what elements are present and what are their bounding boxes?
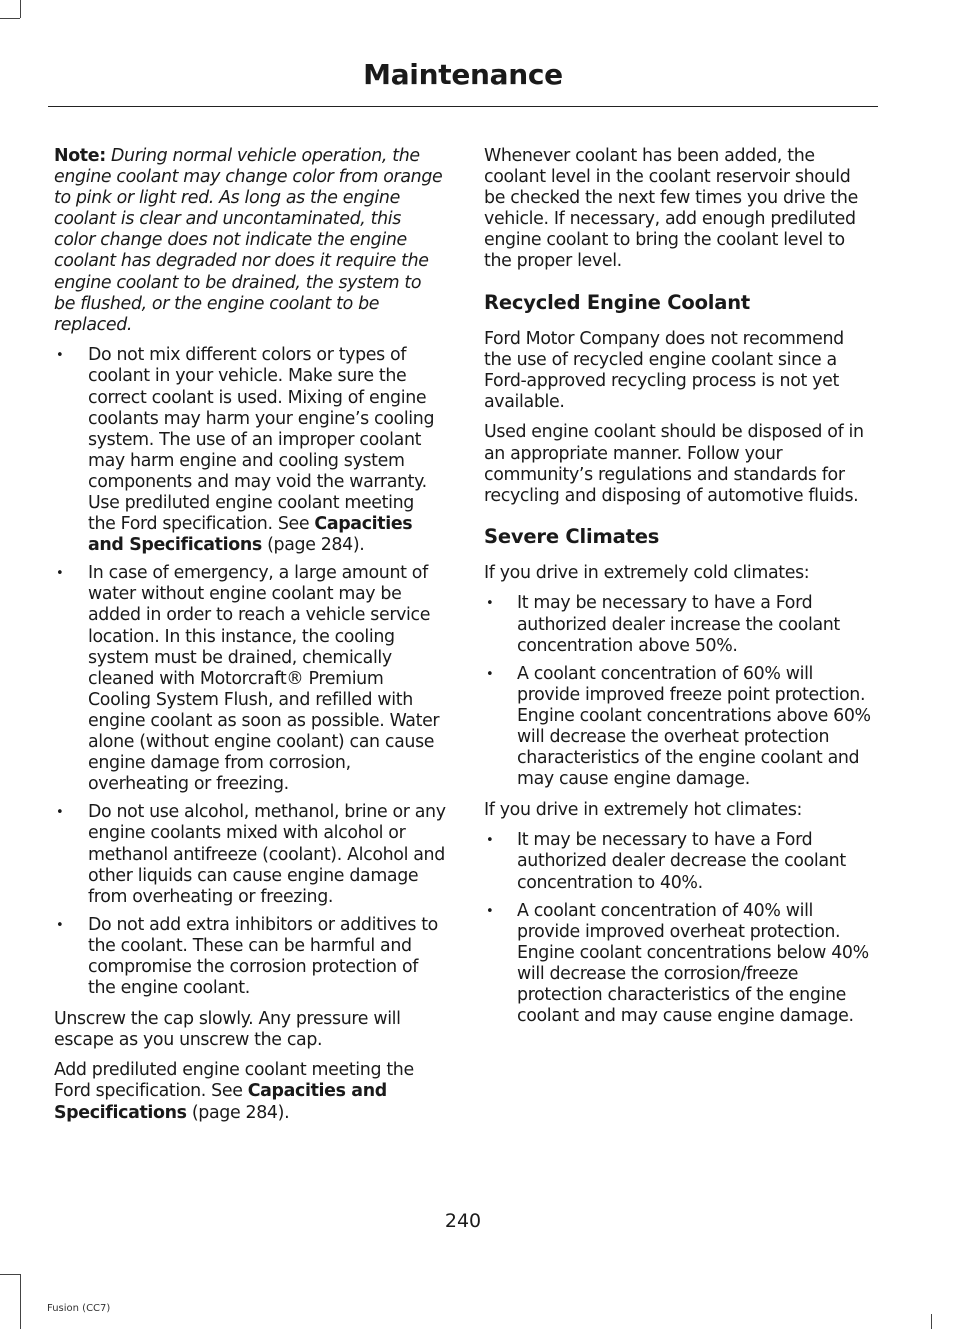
paragraph-text: Add prediluted engine coolant meeting the Ford specification. See bbox=[54, 1060, 414, 1102]
whenever-paragraph: Whenever coolant has been added, the coolant level in the coolant reservoir should be checked the next few times you drive the vehicle. If necessary, add enough prediluted engine coolant to bring the coolant level to the proper level. bbox=[484, 146, 858, 272]
list-item bbox=[54, 802, 446, 907]
hot-climates-list bbox=[484, 830, 876, 1027]
list-item bbox=[54, 345, 446, 556]
list-item: • It may be necessary to have a Ford authorized dealer increase the coolant concentration above 50%. bbox=[484, 593, 876, 656]
crop-mark bbox=[0, 1274, 20, 1275]
list-item-text: Do not mix different colors or types of coolant in your vehicle. Make sure the correct coolant is used. Mixing of engine coolants may harm your engine’s cooling system. The use of an improper coolant may harm engine and cooling system components and may void the warranty. Use prediluted engine coolant meeting the Ford specification. See bbox=[88, 345, 435, 535]
crop-mark bbox=[20, 1274, 21, 1329]
page-reference: (page 284). bbox=[261, 535, 365, 556]
title-divider bbox=[48, 106, 878, 107]
right-column bbox=[484, 146, 876, 1037]
list-item-text: Do not use alcohol, methanol, brine or any engine coolants mixed with alcohol or methanol antifreeze (coolant). Alcohol and other liquids can cause engine damage from overheating or freezing. bbox=[88, 802, 446, 907]
list-item bbox=[54, 563, 446, 795]
note-label: Note: bbox=[54, 146, 106, 166]
list-item bbox=[54, 915, 446, 999]
page-reference: (page 284). bbox=[186, 1102, 290, 1123]
list-item: • A coolant concentration of 60% will provide improved freeze point protection. Engine coolant concentrations above 60% will decrease the overheat protection characteristics of the engine coolant and may cause engine damage. bbox=[484, 664, 876, 791]
crop-mark bbox=[0, 18, 20, 19]
footer-label: Fusion (CC7) bbox=[47, 1303, 111, 1314]
coolant-warnings-list bbox=[54, 345, 446, 999]
add-coolant-paragraph bbox=[54, 1060, 446, 1123]
page-number: 240 bbox=[444, 1210, 482, 1232]
list-item: • It may be necessary to have a Ford authorized dealer decrease the coolant concentration to 40%. bbox=[484, 830, 876, 893]
page-title: Maintenance bbox=[363, 58, 563, 91]
capacities-link[interactable]: Capacities and Specifications bbox=[88, 514, 413, 556]
note-text: During normal vehicle operation, the engine coolant may change color from orange to pink or light red. As long as the engine coolant is clear and uncontaminated, this color change does not indicate the engine coolant has degraded nor does it require the engine coolant to be drained, the system to be flushed, or the engine coolant to be replaced. bbox=[54, 146, 443, 335]
recycled-heading: Recycled Engine Coolant bbox=[484, 290, 751, 314]
cold-climates-paragraph: If you drive in extremely cold climates: bbox=[484, 562, 810, 583]
used-coolant-paragraph: Used engine coolant should be disposed of in an appropriate manner. Follow your community’s regulations and standards for recycling and disposing of automotive fluids. bbox=[484, 422, 864, 506]
crop-mark bbox=[931, 1314, 932, 1329]
unscrew-paragraph: Unscrew the cap slowly. Any pressure will escape as you unscrew the cap. bbox=[54, 1008, 401, 1050]
note-paragraph bbox=[54, 146, 446, 336]
ford-paragraph: Ford Motor Company does not recommend the use of recycled engine coolant since a Ford-approved recycling process is not yet available. bbox=[484, 328, 844, 412]
list-item: • A coolant concentration of 40% will provide improved overheat protection. Engine coolant concentrations below 40% will decrease the corrosion/freeze protection characteristics of the engine coolant and may cause engine damage. bbox=[484, 901, 876, 1028]
left-column bbox=[54, 146, 446, 1133]
crop-mark bbox=[20, 0, 21, 18]
severe-climates-heading: Severe Climates bbox=[484, 524, 660, 548]
list-item-text: Do not add extra inhibitors or additives to the coolant. These can be harmful and compromise the corrosion protection of the engine coolant. bbox=[88, 914, 438, 999]
hot-climates-paragraph: If you drive in extremely hot climates: bbox=[484, 799, 803, 820]
cold-climates-list bbox=[484, 593, 876, 790]
list-item-text: In case of emergency, a large amount of water without engine coolant may be added in order to reach a vehicle service location. In this instance, the cooling system must be drained, chemically cleaned with Motorcraft® Premium Cooling System Flush, and refilled with engine coolant as soon as possible. Water alone (without engine coolant) can cause engine damage from corrosion, overheating or freezing. bbox=[88, 563, 440, 795]
capacities-link[interactable]: Capacities and Specifications bbox=[54, 1081, 387, 1123]
